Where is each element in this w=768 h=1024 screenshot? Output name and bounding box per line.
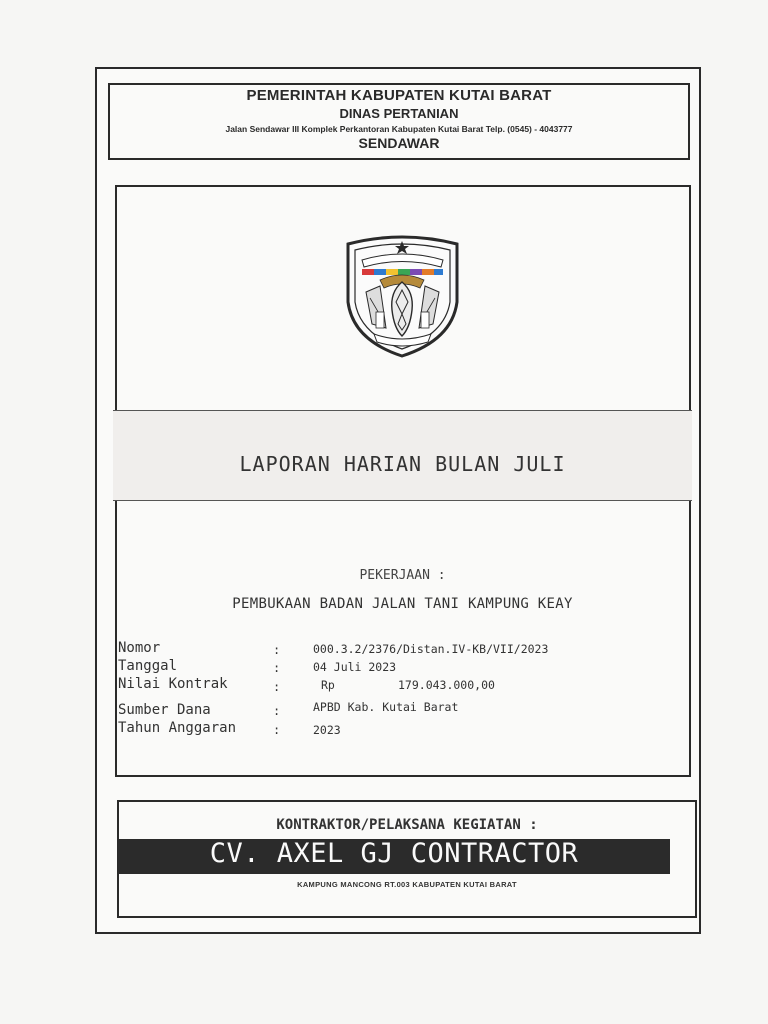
report-title: LAPORAN HARIAN BULAN JULI (239, 452, 566, 476)
letterhead-government: PEMERINTAH KABUPATEN KUTAI BARAT (246, 87, 552, 104)
detail-colon: : (273, 661, 281, 675)
detail-colon: : (273, 704, 281, 718)
coat-of-arms-emblem-icon (340, 232, 465, 358)
letterhead-address: Jalan Sendawar III Komplek Perkantoran Kabupaten Kutai Barat Telp. (0545) - 4043777 (225, 124, 573, 134)
detail-label-tahun-anggaran: Tahun Anggaran (118, 720, 237, 736)
contractor-label: KONTRAKTOR/PELAKSANA KEGIATAN : (276, 817, 538, 833)
detail-colon: : (273, 723, 281, 737)
detail-value-nomor: 000.3.2/2376/Distan.IV-KB/VII/2023 (313, 642, 549, 656)
detail-colon: : (273, 680, 281, 694)
detail-value-nilai-kontrak: 179.043.000,00 (398, 678, 495, 692)
detail-currency: Rp (321, 678, 335, 692)
detail-label-sumber-dana: Sumber Dana (118, 702, 211, 718)
detail-label-nilai-kontrak: Nilai Kontrak (118, 676, 228, 692)
work-label: PEKERJAAN : (359, 568, 446, 583)
detail-value-tanggal: 04 Juli 2023 (313, 660, 397, 674)
detail-label-nomor: Nomor (118, 640, 161, 656)
contractor-name: CV. AXEL GJ CONTRACTOR (209, 838, 579, 869)
letterhead-city: SENDAWAR (358, 135, 440, 151)
detail-value-sumber-dana: APBD Kab. Kutai Barat (313, 700, 459, 714)
detail-label-tanggal: Tanggal (118, 658, 178, 674)
letterhead-department: DINAS PERTANIAN (339, 106, 459, 121)
detail-value-tahun-anggaran: 2023 (313, 723, 341, 737)
work-name: PEMBUKAAN BADAN JALAN TANI KAMPUNG KEAY (232, 596, 573, 612)
contractor-address: KAMPUNG MANCONG RT.003 KABUPATEN KUTAI BARAT (297, 880, 517, 889)
detail-colon: : (273, 643, 281, 657)
letterhead (108, 83, 690, 160)
